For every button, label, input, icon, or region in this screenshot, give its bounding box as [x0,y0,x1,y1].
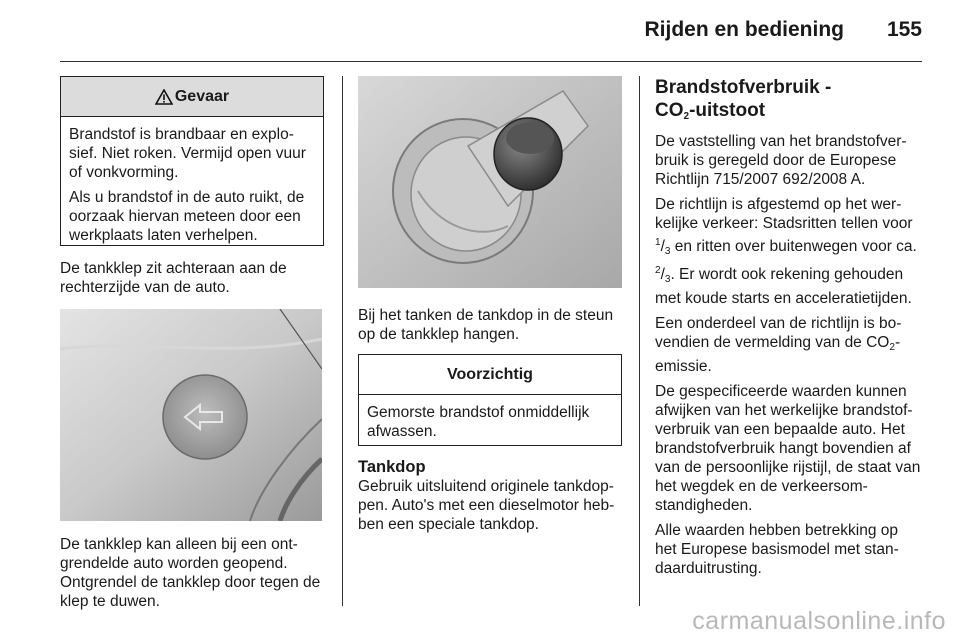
fuel-cap-hang-text: Bij het tanken de tankdop in de steun op de tankklep hangen. [358,307,614,343]
caution-text: Gemorste brandstof onmiddellijk afwassen. [367,404,590,440]
section-heading-rest: -uitstoot [689,100,766,121]
section-heading-subscript: 2 [683,111,690,122]
column-divider [639,76,640,606]
page-header [60,0,922,62]
emission-text [655,314,921,376]
fuel-flap-unlock-text: De tankklep kan alleen bij een ont-grendelde auto worden geopend. Ontgrendel de tankklep door tegen de klep te duwen. [60,536,321,610]
column-middle [358,76,622,540]
danger-box [60,76,324,246]
fraction-2-den: 3 [664,274,671,285]
column-divider [342,76,343,606]
column-left [60,76,324,617]
section-heading [655,76,921,128]
caution-box-header [359,355,621,395]
caution-box-title: Voorzichtig [447,366,533,383]
traffic-text: De richtlijn is afgestemd op het wer-kelijke verkeer: Stadsritten tellen voor $^1/_3$ en ritten over buitenwegen voor ca. $^2/_3$. Er wordt ook rekening gehouden met koude starts en acceleratietijden. [655,196,917,307]
page-number: 155 [886,18,922,41]
warning-triangle-icon [155,89,173,105]
caution-box-body [359,395,621,453]
fuel-flap-location-text: De tankklep zit achteraan aan de rechterzijde van de auto. [60,260,287,296]
emission-text-b: -emissie. [655,334,901,375]
directive-text: De vaststelling van het brandstofver-bruik is geregeld door de Europese Richtlijn 715/2007 692/2008 A. [655,133,907,188]
section-heading-co: CO [655,100,684,121]
traffic-text-a: De richtlijn is afgestemd op het wer-kelijke verkeer: Stadsritten tellen voor [655,196,913,232]
danger-box-header [61,77,323,117]
fraction-2-num: 2 [655,265,661,276]
danger-text-2: Als u brandstof in de auto ruikt, de oorzaak hiervan meteen door een werkplaats laten verhelpen. [69,189,305,244]
fraction-1-den: 3 [664,246,671,257]
page-title: Rijden en bediening [644,18,844,41]
fuel-cap-photo [358,76,622,288]
section-heading-line1: Brandstofverbruik - [655,77,832,98]
basemodel-text: Alle waarden hebben betrekking op het Europese basismodel met stan-daarduitrusting. [655,522,899,577]
danger-box-title: Gevaar [174,88,230,105]
deviation-text: De gespecificeerde waarden kunnen afwijken van het werkelijke brandstof-verbruik van een bepaalde auto. Het brandstofverbruik hangt bovendien af van de persoonlijke rijstijl, de staat van het wegdek en de verkeersom-standigheden. [655,383,921,514]
emission-text-a: Een onderdeel van de richtlijn is bo-vendien de vermelding van de CO [655,315,902,351]
fuel-flap-photo [60,309,322,521]
caution-box [358,354,622,446]
tankdop-text: Gebruik uitsluitend originele tankdop-pen. Auto's met een dieselmotor heb-ben een speciale tankdop. [358,478,615,533]
danger-text-1: Brandstof is brandbaar en explo-sief. Niet roken. Vermijd open vuur of vonkvorming. [69,126,306,181]
tankdop-heading: Tankdop [358,458,426,476]
traffic-text-b: en ritten over buitenwegen voor ca. [670,238,917,255]
danger-box-body [61,117,323,257]
fraction-1-num: 1 [655,237,661,248]
emission-subscript: 2 [889,342,895,353]
watermark: carmanualsonline.info [692,607,946,635]
column-right [655,76,921,584]
traffic-text-c: . Er wordt ook rekening gehouden met koude starts en acceleratietijden. [655,266,912,307]
